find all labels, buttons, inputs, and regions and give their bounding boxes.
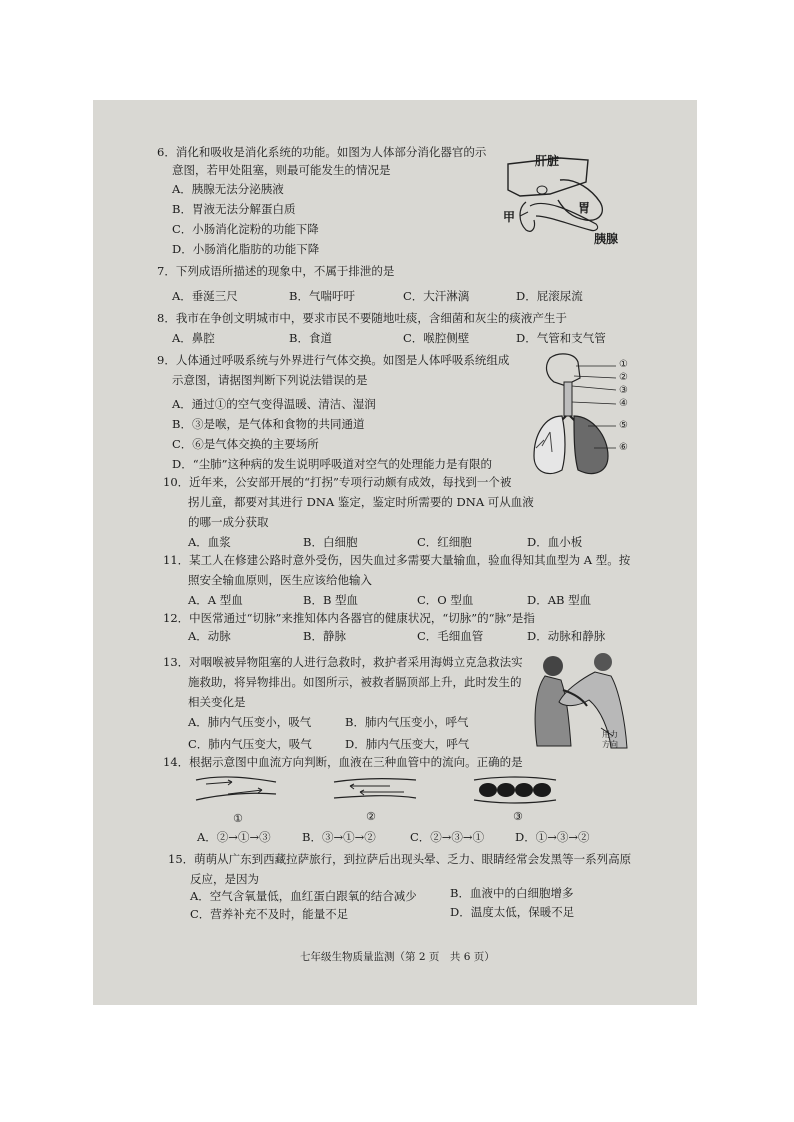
label-pancreas: 胰腺 — [594, 232, 619, 246]
label-liver: 肝脏 — [535, 154, 560, 168]
vessel-num-2: ② — [366, 810, 376, 823]
q6-option-a: A．胰腺无法分泌胰液 — [172, 182, 284, 196]
q9-option-a: A．通过①的空气变得温暖、清洁、湿润 — [172, 397, 376, 411]
q9-option-b: B．③是喉，是气体和食物的共同通道 — [172, 417, 365, 431]
q14-stem: 14．根据示意图中血流方向判断，血液在三种血管中的流向。正确的是 — [163, 755, 523, 769]
q14-option-d: D．①→③→② — [515, 830, 590, 844]
q15-stem-line1: 15．萌萌从广东到西藏拉萨旅行，到拉萨后出现头晕、乏力、眼睛经常会发黑等一系列高原 — [168, 852, 632, 866]
vessel-num-1: ① — [233, 812, 243, 825]
q14-option-a: A．②→①→③ — [197, 830, 271, 844]
q10-stem-line2: 拐儿童，都要对其进行 DNA 鉴定，鉴定时所需要的 DNA 可从血液 — [188, 495, 534, 509]
q8-option-d: D．气管和支气管 — [516, 331, 606, 345]
blood-vessel-3 — [470, 774, 560, 806]
q9-option-d: D．“尘肺”这种病的发生说明呼吸道对空气的处理能力是有限的 — [172, 457, 492, 471]
q10-stem-line1: 10．近年来，公安部开展的“打拐”专项行动颇有成效，每找到一个被 — [163, 475, 512, 489]
q10-option-a: A．血浆 — [188, 535, 231, 549]
q14-option-b: B．③→①→② — [302, 830, 376, 844]
resp-label-2: ② — [619, 372, 628, 383]
q6-option-b: B．胃液无法分解蛋白质 — [172, 202, 296, 216]
q7-option-c: C．大汗淋漓 — [403, 289, 470, 303]
respiratory-system-figure — [528, 352, 630, 480]
q12-stem: 12．中医常通过“切脉”来推知体内各器官的健康状况，“切脉”的“脉”是指 — [163, 611, 535, 625]
q12-option-b: B．静脉 — [303, 629, 346, 643]
q6-stem-line2: 意图，若甲处阻塞，则最可能发生的情况是 — [172, 163, 391, 177]
q15-option-a: A．空气含氧量低，血红蛋白跟氧的结合减少 — [190, 889, 417, 903]
q8-option-b: B．食道 — [289, 331, 332, 345]
q8-option-a: A．鼻腔 — [172, 331, 215, 345]
q10-stem-line3: 的哪一成分获取 — [188, 515, 269, 529]
q10-option-b: B．白细胞 — [303, 535, 358, 549]
q15-option-b: B．血液中的白细胞增多 — [450, 886, 574, 900]
q6-option-d: D．小肠消化脂肪的功能下降 — [172, 242, 320, 256]
q15-stem-line2: 反应，是因为 — [190, 872, 259, 886]
q6-stem-line1: 6．消化和吸收是消化系统的功能。如图为人体部分消化器官的示 — [157, 145, 487, 159]
blood-vessel-1 — [192, 772, 280, 808]
q13-option-d: D．肺内气压变大，呼气 — [345, 737, 470, 751]
q12-option-a: A．动脉 — [188, 629, 231, 643]
q13-option-a: A．肺内气压变小，吸气 — [188, 715, 312, 729]
resp-label-1: ① — [619, 359, 628, 370]
q8-option-c: C．喉腔侧壁 — [403, 331, 470, 345]
q10-option-c: C．红细胞 — [417, 535, 472, 549]
q9-stem-line1: 9．人体通过呼吸系统与外界进行气体交换。如图是人体呼吸系统组成 — [157, 353, 510, 367]
resp-label-5: ⑤ — [619, 420, 628, 431]
q11-option-c: C．O 型血 — [417, 593, 474, 607]
q13-stem-line3: 相关变化是 — [188, 695, 246, 709]
label-stomach: 胃 — [578, 201, 591, 215]
q11-stem-line1: 11．某工人在修建公路时意外受伤，因失血过多需要大量输血，验血得知其血型为 A 型。按 — [163, 553, 631, 567]
q8-stem: 8．我市在争创文明城市中，要求市民不要随地吐痰，含细菌和灰尘的痰液产生于 — [157, 311, 567, 325]
resp-label-6: ⑥ — [619, 442, 628, 453]
blood-vessel-2 — [330, 772, 420, 808]
q13-option-c: C．肺内气压变大，吸气 — [188, 737, 312, 751]
q12-option-c: C．毛细血管 — [417, 629, 484, 643]
q7-option-d: D．屁滚尿流 — [516, 289, 583, 303]
q9-stem-line2: 示意图，请据图判断下列说法错误的是 — [172, 373, 368, 387]
heimlich-label-force: 用力 — [602, 730, 618, 739]
q15-option-c: C．营养补充不及时，能量不足 — [190, 907, 349, 921]
q6-option-c: C．小肠消化淀粉的功能下降 — [172, 222, 319, 236]
q7-stem: 7．下列成语所描述的现象中，不属于排泄的是 — [157, 264, 395, 278]
q9-option-c: C．⑥是气体交换的主要场所 — [172, 437, 319, 451]
q11-stem-line2: 照安全输血原则，医生应该给他输入 — [188, 573, 372, 587]
q13-option-b: B．肺内气压变小，呼气 — [345, 715, 469, 729]
heimlich-label-direction: 方向 — [602, 740, 618, 749]
q13-stem-line2: 施救助，将异物排出。如图所示，被救者膈顶部上升，此时发生的 — [188, 675, 522, 689]
resp-label-4: ④ — [619, 398, 628, 409]
q14-option-c: C．②→③→① — [410, 830, 485, 844]
q11-option-a: A．A 型血 — [188, 593, 243, 607]
q7-option-a: A．垂涎三尺 — [172, 289, 238, 303]
q13-stem-line1: 13．对咽喉被异物阻塞的人进行急救时，救护者采用海姆立克急救法实 — [163, 655, 523, 669]
page-footer: 七年级生物质量监测（第 2 页 共 6 页） — [300, 951, 495, 963]
q11-option-d: D．AB 型血 — [527, 593, 592, 607]
q10-option-d: D．血小板 — [527, 535, 583, 549]
vessel-num-3: ③ — [513, 810, 523, 823]
q11-option-b: B．B 型血 — [303, 593, 359, 607]
label-jia: 甲 — [503, 210, 516, 224]
q12-option-d: D．动脉和静脉 — [527, 629, 606, 643]
resp-label-3: ③ — [619, 385, 628, 396]
q15-option-d: D．温度太低，保暖不足 — [450, 905, 575, 919]
q7-option-b: B．气喘吁吁 — [289, 289, 355, 303]
